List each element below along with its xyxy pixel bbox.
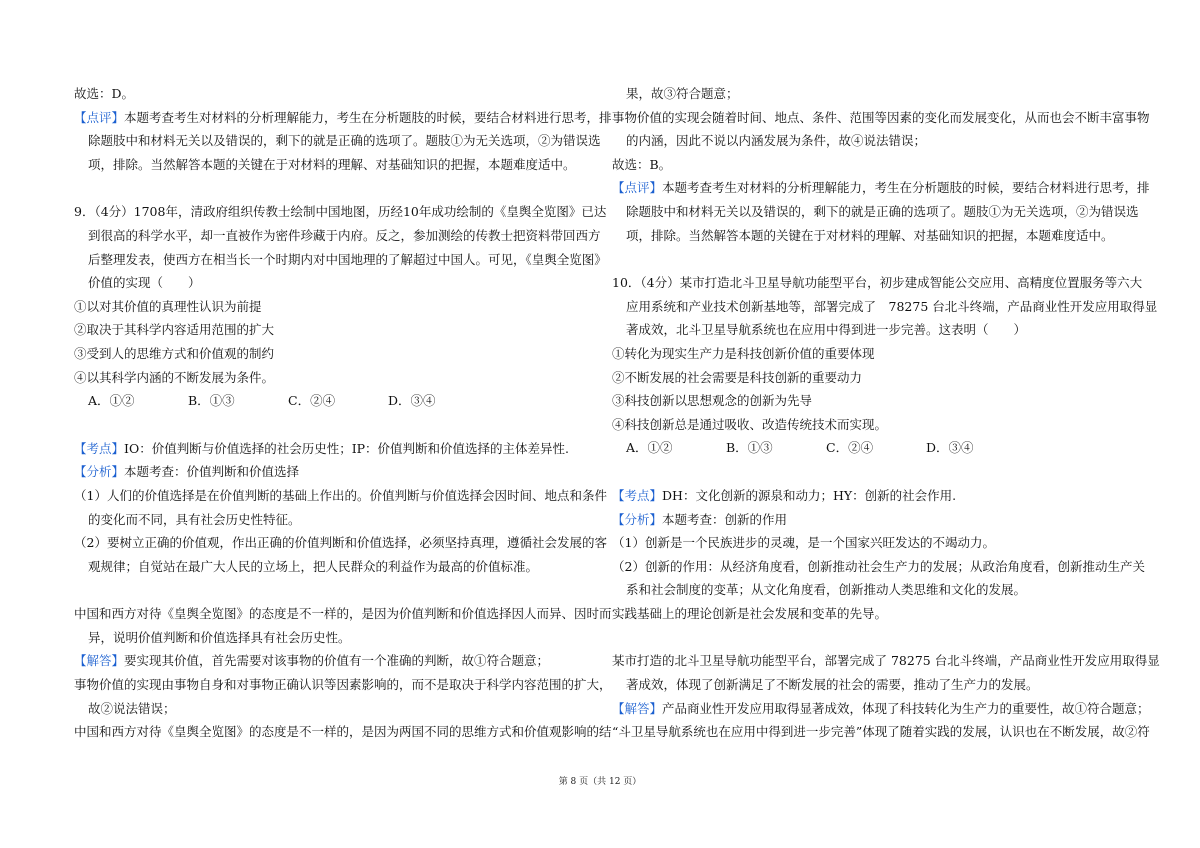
choice-a: A．①② <box>88 393 135 409</box>
knowledge-tag: 【考点】 <box>74 440 125 456</box>
analysis-line: 观规律；自觉站在最广大人民的立场上，把人民群众的利益作为最高的价值标准。 <box>88 558 539 574</box>
knowledge-text: DH：文化创新的源泉和动力；HY：创新的社会作用. <box>662 487 957 503</box>
question-9-stem: 后整理发表，使西方在相当长一个时期内对中国地理的了解超过中国人。可见，《皇舆全览图》 <box>88 251 607 267</box>
question-10-option: ②不断发展的社会需要是科技创新的重要动力 <box>612 369 863 385</box>
analysis-text: 本题考查：创新的作用 <box>662 511 788 527</box>
solution-line: 的内涵，因此不说以内涵发展为条件，故④说法错误； <box>626 133 927 149</box>
solution-tag: 【解答】 <box>74 653 125 669</box>
answer-line: 故选：B。 <box>612 156 672 172</box>
question-10-option: ①转化为现实生产力是科技创新价值的重要体现 <box>612 345 875 361</box>
question-9-choices <box>74 389 594 413</box>
analysis-tag: 【分析】 <box>612 511 663 527</box>
solution-line: 故②说法错误； <box>88 700 176 716</box>
solution-line: 中国和西方对待《皇舆全览图》的态度是不一样的，是因为两国不同的思维方式和价值观影响的结 <box>74 724 612 740</box>
question-10-option: ④科技创新总是通过吸收、改造传统技术而实现。 <box>612 416 888 432</box>
comment-line: 除题肢中和材料无关以及错误的，剩下的就是正确的选项了。题肢①为无关选项，②为错误选 <box>626 203 1139 219</box>
choice-b: B．①③ <box>188 393 235 409</box>
answer-line: 故选：D。 <box>74 86 135 101</box>
question-9-option: ④以其科学内涵的不断发展为条件。 <box>74 369 275 385</box>
knowledge-point <box>612 484 1132 508</box>
comment-line: 项，排除。当然解答本题的关键在于对材料的理解、对基础知识的把握，本题难度适中。 <box>88 156 576 172</box>
knowledge-point <box>74 437 594 461</box>
choice-c: C．②④ <box>826 440 874 456</box>
analysis-line: 系和社会制度的变革；从文化角度看，创新推动人类思维和文化的发展。 <box>626 582 1027 598</box>
right-column <box>612 82 1160 744</box>
question-10-stem: 应用系统和产业技术创新基地等，部署完成了 78275 台北斗终端，产品商业性开发应用取得显 <box>626 298 1158 314</box>
question-9-stem: 到很高的科学水平，却一直被作为密件珍藏于内府。反之，参加测绘的传教士把资料带回西方 <box>88 227 601 243</box>
solution-line: 果，故③符合题意； <box>626 86 739 101</box>
page-footer: 第 8 页（共 12 页） <box>558 777 642 787</box>
analysis-tag: 【分析】 <box>74 464 125 480</box>
paragraph-line: 中国和西方对待《皇舆全览图》的态度是不一样的，是因为价值判断和价值选择因人而异、因时而 <box>74 606 612 622</box>
solution-line: 事物价值的实现会随着时间、地点、条件、范围等因素的变化而发展变化，从而也会不断丰富事物 <box>612 109 1150 125</box>
left-column <box>74 82 612 744</box>
analysis-line: 的变化而不同，具有社会历史性特征。 <box>88 511 301 527</box>
comment-line: 项，排除。当然解答本题的关键在于对材料的理解、对基础知识的把握，本题难度适中。 <box>626 227 1114 243</box>
analysis-line: （1）创新是一个民族进步的灵魂，是一个国家兴旺发达的不竭动力。 <box>612 535 995 551</box>
question-9-stem: 9．（4分）1708年，清政府组织传教士绘制中国地图，历经10年成功绘制的《皇舆全览图》已达 <box>74 204 607 220</box>
question-9-option: ②取决于其科学内容适用范围的扩大 <box>74 322 275 338</box>
comment-tag: 【点评】 <box>74 109 125 125</box>
comment-tag: 【点评】 <box>612 180 663 196</box>
comment-line <box>74 106 612 130</box>
choice-b: B．①③ <box>726 440 773 456</box>
comment-line <box>612 176 1150 200</box>
solution-text: 产品商业性开发应用取得显著成效，体现了科技转化为生产力的重要性，故①符合题意； <box>662 700 1150 716</box>
comment-line: 除题肢中和材料无关以及错误的，剩下的就是正确的选项了。题肢①为无关选项，②为错误选 <box>88 133 601 149</box>
question-10-stem: 著成效，北斗卫星导航系统也在应用中得到进一步完善。这表明（ ） <box>626 322 1027 338</box>
question-10-stem: 10．（4分）某市打造北斗卫星导航功能型平台，初步建成智能公交应用、高精度位置服务等六大 <box>612 275 1143 291</box>
solution-line: 事物价值的实现由事物自身和对事物正确认识等因素影响的，而不是取决于科学内容范围的扩大， <box>74 677 612 693</box>
question-9-stem: 价值的实现（ ） <box>88 275 201 291</box>
analysis-line: （2）要树立正确的价值观，作出正确的价值判断和价值选择，必须坚持真理，遵循社会发展的客 <box>74 535 607 551</box>
question-9-option: ①以对其价值的真理性认识为前提 <box>74 298 262 314</box>
comment-text: 本题考查考生对材料的分析理解能力，考生在分析题肢的时候，要结合材料进行思考，排 <box>662 180 1150 196</box>
paragraph-line: 某市打造的北斗卫星导航功能型平台，部署完成了 78275 台北斗终端，产品商业性开发应用取得显 <box>612 653 1160 669</box>
solution <box>74 649 594 673</box>
choice-c: C．②④ <box>288 393 336 409</box>
analysis <box>612 508 1132 532</box>
solution-line: “斗卫星导航系统也在应用中得到进一步完善”体现了随着实践的发展，认识也在不断发展，故②符 <box>612 724 1150 740</box>
analysis <box>74 460 594 484</box>
paragraph-line: 著成效，体现了创新满足了不断发展的社会的需要，推动了生产力的发展。 <box>626 677 1039 693</box>
choice-d: D．③④ <box>926 440 974 456</box>
analysis-line: （1）人们的价值选择是在价值判断的基础上作出的。价值判断与价值选择会因时间、地点和条件 <box>74 487 607 503</box>
knowledge-text: IO：价值判断与价值选择的社会历史性；IP：价值判断和价值选择的主体差异性. <box>124 440 570 456</box>
choice-d: D．③④ <box>388 393 436 409</box>
solution <box>612 697 1150 721</box>
analysis-text: 本题考查：价值判断和价值选择 <box>124 464 300 480</box>
knowledge-tag: 【考点】 <box>612 487 663 503</box>
solution-text: 要实现其价值，首先需要对该事物的价值有一个准确的判断，故①符合题意； <box>124 653 550 669</box>
analysis-line: （2）创新的作用：从经济角度看，创新推动社会生产力的发展；从政治角度看，创新推动生产关 <box>612 558 1145 574</box>
question-9-option: ③受到人的思维方式和价值观的制约 <box>74 345 275 361</box>
question-10-choices <box>612 436 1132 460</box>
question-10-option: ③科技创新以思想观念的创新为先导 <box>612 393 813 409</box>
comment-text: 本题考查考生对材料的分析理解能力，考生在分析题肢的时候，要结合材料进行思考，排 <box>124 109 612 125</box>
analysis-line: 实践基础上的理论创新是社会发展和变革的先导。 <box>612 605 888 621</box>
choice-a: A．①② <box>626 440 673 456</box>
paragraph-line: 异，说明价值判断和价值选择具有社会历史性。 <box>88 629 351 645</box>
solution-tag: 【解答】 <box>612 700 663 716</box>
